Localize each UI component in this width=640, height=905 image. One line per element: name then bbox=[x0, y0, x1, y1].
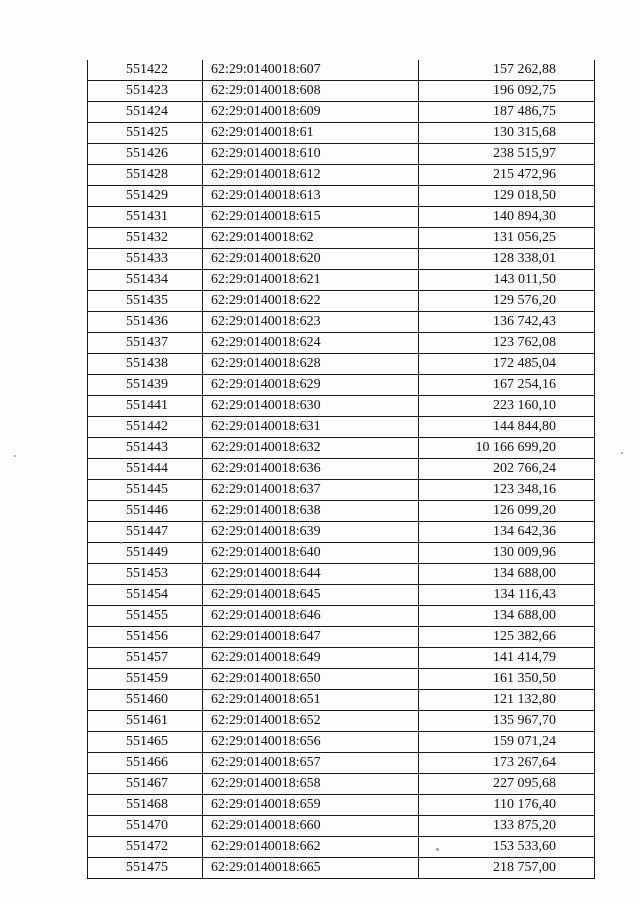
row-number-cell: 551460 bbox=[88, 690, 203, 711]
row-number-cell: 551439 bbox=[88, 375, 203, 396]
table-row bbox=[88, 438, 595, 459]
cadastral-value-cell: 125 382,66 bbox=[419, 627, 595, 648]
table-row bbox=[88, 690, 595, 711]
cadastral-value-cell: 130 009,96 bbox=[419, 543, 595, 564]
row-number-cell: 551444 bbox=[88, 459, 203, 480]
table-row bbox=[88, 417, 595, 438]
cadastral-number-cell: 62:29:0140018:637 bbox=[203, 480, 419, 501]
table-row bbox=[88, 249, 595, 270]
scan-speck bbox=[14, 455, 16, 457]
cadastral-value-cell: 161 350,50 bbox=[419, 669, 595, 690]
cadastral-value-cell: 144 844,80 bbox=[419, 417, 595, 438]
cadastral-value-cell: 172 485,04 bbox=[419, 354, 595, 375]
cadastral-number-cell: 62:29:0140018:644 bbox=[203, 564, 419, 585]
cadastral-number-cell: 62:29:0140018:629 bbox=[203, 375, 419, 396]
table-row bbox=[88, 543, 595, 564]
row-number-cell: 551432 bbox=[88, 228, 203, 249]
table-row bbox=[88, 522, 595, 543]
table-row bbox=[88, 144, 595, 165]
cadastral-value-cell: 134 688,00 bbox=[419, 606, 595, 627]
table-row bbox=[88, 396, 595, 417]
row-number-cell: 551442 bbox=[88, 417, 203, 438]
table-row bbox=[88, 333, 595, 354]
row-number-cell: 551446 bbox=[88, 501, 203, 522]
cadastral-number-cell: 62:29:0140018:632 bbox=[203, 438, 419, 459]
row-number-cell: 551456 bbox=[88, 627, 203, 648]
cadastral-number-cell: 62:29:0140018:609 bbox=[203, 102, 419, 123]
cadastral-number-cell: 62:29:0140018:610 bbox=[203, 144, 419, 165]
table-row bbox=[88, 375, 595, 396]
cadastral-number-cell: 62:29:0140018:640 bbox=[203, 543, 419, 564]
cadastral-value-cell: 238 515,97 bbox=[419, 144, 595, 165]
row-number-cell: 551472 bbox=[88, 837, 203, 858]
table-row bbox=[88, 753, 595, 774]
row-number-cell: 551459 bbox=[88, 669, 203, 690]
row-number-cell: 551434 bbox=[88, 270, 203, 291]
scan-speck bbox=[120, 542, 122, 544]
row-number-cell: 551425 bbox=[88, 123, 203, 144]
cadastral-number-cell: 62:29:0140018:61 bbox=[203, 123, 419, 144]
row-number-cell: 551429 bbox=[88, 186, 203, 207]
table-row bbox=[88, 564, 595, 585]
table-row bbox=[88, 312, 595, 333]
cadastral-value-cell: 130 315,68 bbox=[419, 123, 595, 144]
row-number-cell: 551475 bbox=[88, 858, 203, 879]
cadastral-value-cell: 135 967,70 bbox=[419, 711, 595, 732]
row-number-cell: 551424 bbox=[88, 102, 203, 123]
table-row bbox=[88, 501, 595, 522]
table-row bbox=[88, 774, 595, 795]
table-row bbox=[88, 123, 595, 144]
cadastral-value-cell: 110 176,40 bbox=[419, 795, 595, 816]
cadastral-number-cell: 62:29:0140018:662 bbox=[203, 837, 419, 858]
table-row bbox=[88, 291, 595, 312]
row-number-cell: 551457 bbox=[88, 648, 203, 669]
cadastral-value-cell: 141 414,79 bbox=[419, 648, 595, 669]
cadastral-number-cell: 62:29:0140018:615 bbox=[203, 207, 419, 228]
cadastral-number-cell: 62:29:0140018:658 bbox=[203, 774, 419, 795]
cadastral-value-cell: 157 262,88 bbox=[419, 60, 595, 81]
row-number-cell: 551467 bbox=[88, 774, 203, 795]
cadastral-number-cell: 62:29:0140018:665 bbox=[203, 858, 419, 879]
table-row bbox=[88, 186, 595, 207]
cadastral-number-cell: 62:29:0140018:651 bbox=[203, 690, 419, 711]
cadastral-number-cell: 62:29:0140018:660 bbox=[203, 816, 419, 837]
table-row bbox=[88, 81, 595, 102]
cadastral-value-cell: 121 132,80 bbox=[419, 690, 595, 711]
row-number-cell: 551447 bbox=[88, 522, 203, 543]
cadastral-number-cell: 62:29:0140018:630 bbox=[203, 396, 419, 417]
table-row bbox=[88, 711, 595, 732]
table-row bbox=[88, 585, 595, 606]
cadastral-value-cell: 140 894,30 bbox=[419, 207, 595, 228]
scan-speck bbox=[436, 848, 439, 851]
row-number-cell: 551466 bbox=[88, 753, 203, 774]
table-row bbox=[88, 60, 595, 81]
cadastral-number-cell: 62:29:0140018:624 bbox=[203, 333, 419, 354]
row-number-cell: 551453 bbox=[88, 564, 203, 585]
table-row bbox=[88, 102, 595, 123]
table-row bbox=[88, 648, 595, 669]
row-number-cell: 551465 bbox=[88, 732, 203, 753]
cadastral-value-cell: 129 576,20 bbox=[419, 291, 595, 312]
cadastral-number-cell: 62:29:0140018:620 bbox=[203, 249, 419, 270]
cadastral-value-cell: 129 018,50 bbox=[419, 186, 595, 207]
row-number-cell: 551438 bbox=[88, 354, 203, 375]
cadastral-number-cell: 62:29:0140018:652 bbox=[203, 711, 419, 732]
cadastral-value-cell: 128 338,01 bbox=[419, 249, 595, 270]
cadastral-value-cell: 227 095,68 bbox=[419, 774, 595, 795]
table-row bbox=[88, 165, 595, 186]
table-row bbox=[88, 270, 595, 291]
cadastral-number-cell: 62:29:0140018:636 bbox=[203, 459, 419, 480]
table-row bbox=[88, 669, 595, 690]
row-number-cell: 551437 bbox=[88, 333, 203, 354]
cadastral-value-cell: 143 011,50 bbox=[419, 270, 595, 291]
row-number-cell: 551470 bbox=[88, 816, 203, 837]
row-number-cell: 551449 bbox=[88, 543, 203, 564]
table-row bbox=[88, 795, 595, 816]
cadastral-value-cell: 133 875,20 bbox=[419, 816, 595, 837]
cadastral-number-cell: 62:29:0140018:608 bbox=[203, 81, 419, 102]
row-number-cell: 551461 bbox=[88, 711, 203, 732]
cadastral-value-cell: 153 533,60 bbox=[419, 837, 595, 858]
cadastral-value-cell: 218 757,00 bbox=[419, 858, 595, 879]
cadastral-number-cell: 62:29:0140018:659 bbox=[203, 795, 419, 816]
table-row bbox=[88, 354, 595, 375]
row-number-cell: 551428 bbox=[88, 165, 203, 186]
cadastral-value-cell: 134 116,43 bbox=[419, 585, 595, 606]
cadastral-number-cell: 62:29:0140018:649 bbox=[203, 648, 419, 669]
row-number-cell: 551468 bbox=[88, 795, 203, 816]
cadastral-value-cell: 223 160,10 bbox=[419, 396, 595, 417]
cadastral-value-cell: 134 642,36 bbox=[419, 522, 595, 543]
row-number-cell: 551431 bbox=[88, 207, 203, 228]
row-number-cell: 551433 bbox=[88, 249, 203, 270]
cadastral-value-cell: 123 762,08 bbox=[419, 333, 595, 354]
cadastral-number-cell: 62:29:0140018:647 bbox=[203, 627, 419, 648]
cadastral-number-cell: 62:29:0140018:623 bbox=[203, 312, 419, 333]
table-row bbox=[88, 732, 595, 753]
cadastral-value-cell: 126 099,20 bbox=[419, 501, 595, 522]
row-number-cell: 551436 bbox=[88, 312, 203, 333]
cadastral-value-cell: 187 486,75 bbox=[419, 102, 595, 123]
cadastral-number-cell: 62:29:0140018:628 bbox=[203, 354, 419, 375]
cadastral-value-cell: 134 688,00 bbox=[419, 564, 595, 585]
table-row bbox=[88, 627, 595, 648]
cadastral-value-cell: 10 166 699,20 bbox=[419, 438, 595, 459]
cadastral-value-table bbox=[87, 60, 595, 879]
row-number-cell: 551455 bbox=[88, 606, 203, 627]
cadastral-value-cell: 131 056,25 bbox=[419, 228, 595, 249]
cadastral-number-cell: 62:29:0140018:638 bbox=[203, 501, 419, 522]
cadastral-value-cell: 159 071,24 bbox=[419, 732, 595, 753]
cadastral-number-cell: 62:29:0140018:639 bbox=[203, 522, 419, 543]
table-row bbox=[88, 459, 595, 480]
cadastral-value-cell: 123 348,16 bbox=[419, 480, 595, 501]
table-row bbox=[88, 207, 595, 228]
cadastral-number-cell: 62:29:0140018:621 bbox=[203, 270, 419, 291]
table-row bbox=[88, 606, 595, 627]
row-number-cell: 551441 bbox=[88, 396, 203, 417]
row-number-cell: 551445 bbox=[88, 480, 203, 501]
row-number-cell: 551426 bbox=[88, 144, 203, 165]
cadastral-value-cell: 202 766,24 bbox=[419, 459, 595, 480]
table-row bbox=[88, 480, 595, 501]
cadastral-value-cell: 215 472,96 bbox=[419, 165, 595, 186]
cadastral-number-cell: 62:29:0140018:622 bbox=[203, 291, 419, 312]
row-number-cell: 551422 bbox=[88, 60, 203, 81]
cadastral-number-cell: 62:29:0140018:607 bbox=[203, 60, 419, 81]
cadastral-value-cell: 136 742,43 bbox=[419, 312, 595, 333]
table-row bbox=[88, 816, 595, 837]
cadastral-number-cell: 62:29:0140018:650 bbox=[203, 669, 419, 690]
row-number-cell: 551435 bbox=[88, 291, 203, 312]
table-row bbox=[88, 228, 595, 249]
row-number-cell: 551454 bbox=[88, 585, 203, 606]
cadastral-value-cell: 196 092,75 bbox=[419, 81, 595, 102]
cadastral-number-cell: 62:29:0140018:62 bbox=[203, 228, 419, 249]
cadastral-number-cell: 62:29:0140018:612 bbox=[203, 165, 419, 186]
cadastral-value-cell: 173 267,64 bbox=[419, 753, 595, 774]
table-row bbox=[88, 858, 595, 879]
cadastral-number-cell: 62:29:0140018:631 bbox=[203, 417, 419, 438]
cadastral-number-cell: 62:29:0140018:657 bbox=[203, 753, 419, 774]
table-body bbox=[88, 60, 595, 879]
row-number-cell: 551423 bbox=[88, 81, 203, 102]
cadastral-value-cell: 167 254,16 bbox=[419, 375, 595, 396]
row-number-cell: 551443 bbox=[88, 438, 203, 459]
cadastral-number-cell: 62:29:0140018:646 bbox=[203, 606, 419, 627]
scan-speck bbox=[621, 452, 623, 454]
table-row bbox=[88, 837, 595, 858]
cadastral-number-cell: 62:29:0140018:613 bbox=[203, 186, 419, 207]
cadastral-number-cell: 62:29:0140018:656 bbox=[203, 732, 419, 753]
cadastral-number-cell: 62:29:0140018:645 bbox=[203, 585, 419, 606]
